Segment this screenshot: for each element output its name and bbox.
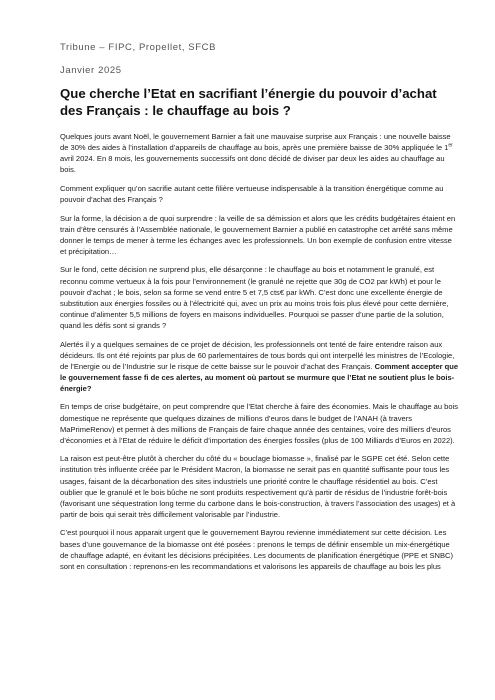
paragraph-8: C’est pourquoi il nous apparait urgent que le gouvernement Bayrou revienne immédiatement sur cette décision. Les bases d’une gouvernance de la biomasse ont été posées : prenons le temps de définir ensemble un mix-énergétique de chauffage adapté, en évitant les décisions précipitées. Les documents de planification énergétique (PPE et SNBC) sont en consultation : reprenons-en les recommandations et valorisons les appareils de chauffage au bois les plus — [60, 528, 453, 571]
article-title: Que cherche l’Etat en sacrifiant l’énergie du pouvoir d’achat des Français : le chauffage au bois ? — [60, 86, 437, 118]
paragraph-6: En temps de crise budgétaire, on peut comprendre que l’Etat cherche à faire des économies. Mais le chauffage au bois domestique ne représente que quelques dizaines de millions d’euros dans le budget de l’ANAH (à travers MaPrimeRenov) et permet à des millions de Français de faire chaque année des centaines, voire des milliers d’euros d’économies et à l’Etat de réduire le déficit d’importation des énergies fossiles (plus de 100 Milliards d’Euros en 2022). — [60, 402, 458, 445]
tribune-authors: Tribune – FIPC, Propellet, SFCB — [60, 42, 217, 53]
paragraph-1-text-b: avril 2024. En 8 mois, les gouvernements successifs ont donc décidé de diviser par deux les aides au chauffage au bois. — [60, 154, 445, 175]
paragraph-5 — [60, 339, 459, 394]
paragraph-1 — [60, 131, 459, 175]
paragraph-5-bold-question: Comment accepter que le gouvernement fasse fi de ces alertes, au moment où partout se murmure que l’Etat ne soutient plus le bois-énergie? — [60, 361, 459, 393]
publication-date: Janvier 2025 — [60, 65, 122, 76]
ordinal-superscript: er — [448, 142, 453, 149]
paragraph-5-text: Alertés il y a quelques semaines de ce projet de décision, les professionnels ont tenté de faire entendre raison aux décideurs. Ils ont été rejoints par plus de 60 parlementaires de tous bords qui ont interpellé les ministres de l’Ecologie, de l’Energie ou de l’Industrie sur le risque de cette baisse sur le pouvoir d’achat des Français. — [60, 339, 455, 371]
paragraph-2: Comment expliquer qu’on sacrifie autant cette filière vertueuse indispensable à la transition énergétique comme au pouvoir d’achat des Français ? — [60, 183, 444, 204]
paragraph-1-text-a: Quelques jours avant Noël, le gouvernement Barnier a fait une mauvaise surprise aux Français : une nouvelle baisse de 30% des aides à l’installation d’appareils de chauffage au bois, après une première baisse de 30% appliquée le 1 — [60, 132, 451, 153]
paragraph-4: Sur le fond, cette décision ne surprend plus, elle désarçonne : le chauffage au bois et notamment le granulé, est reconnu comme vertueux à la fois pour l’environnement (le granulé ne rejette que 30g de CO2 par kWh) et pour le pouvoir d’achat ; le bois, selon sa forme se vend entre 5 et 7,5 cts€ par kWh. C’est donc une excellente énergie de substitution aux énergies fossiles ou à l’électricité qui, avec un prix au moins trois fois plus élevé pour cette dernière, continue d’alimenter 5,5 millions de foyers en maisons individuelles. Pourquoi se passer d’une partie de la solution, quand les défis sont si grands ? — [60, 265, 449, 330]
paragraph-3: Sur la forme, la décision a de quoi surprendre : la veille de sa démission et alors que les crédits budgétaires étaient en train d’être censurés à l’Assemblée nationale, le gouvernement Barnier a publié en catastrophe cet arrêté sans même donner le temps de mener à terme les échanges avec les professionnels. Un bon exemple de confusion entre vitesse et précipitation… — [60, 213, 456, 256]
paragraph-7: La raison est peut-être plutôt à chercher du côté du « bouclage biomasse », finalisé par le SGPE cet été. Selon cette institution très influente créée par le Président Macron, la biomasse ne serait pas en quantité suffisante pour tous les usages, faisant de la décarbonation des sites industriels une priorité contre le chauffage résidentiel au bois. C’est oublier que le granulé et le bois bûche ne sont produits respectivement qu’à partir de résidus de l’industrie forêt-bois (favorisant une séquestration long terme du carbone dans le bois-construction, à travers l’association des usages) et à partir de bois qui serait très difficilement valorisable par l’industrie. — [60, 454, 456, 519]
